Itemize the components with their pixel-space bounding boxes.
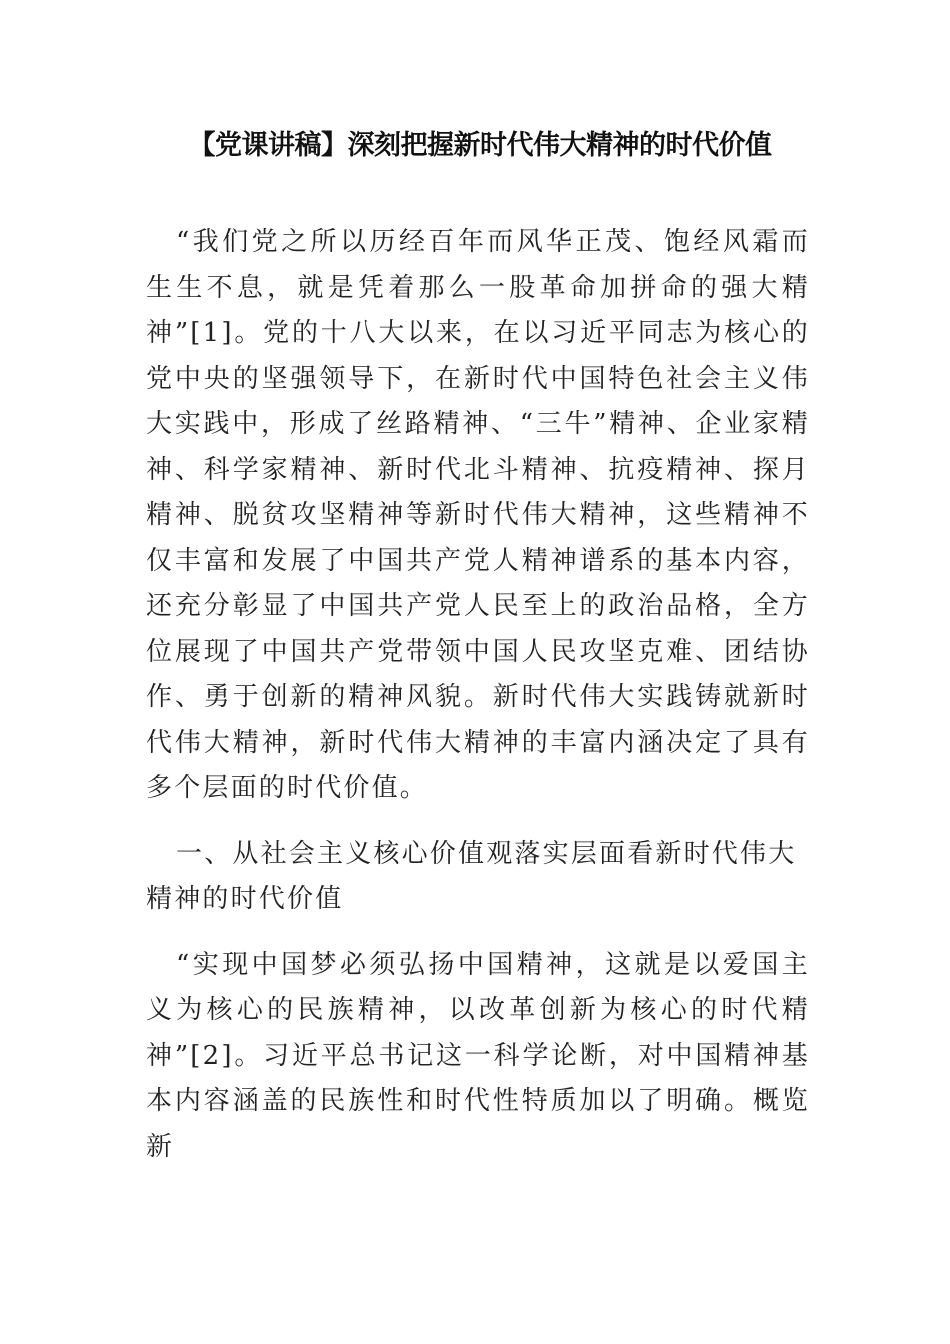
section-heading-1: 一、从社会主义核心价值观落实层面看新时代伟大精神的时代价值 bbox=[146, 838, 797, 914]
body-paragraph-1: “我们党之所以历经百年而风华正茂、饱经风霜而生生不息，就是凭着那么一股革命加拼命的强大精神”[1]。党的十八大以来，在以习近平同志为核心的党中央的坚强领导下，在新时代中国特色社会主义伟大实践中，形成了丝路精神、“三牛”精神、企业家精神、科学家精神、新时代北斗精神、抗疫精神、探月精神、脱贫攻坚精神等新时代伟大精神，这些精神不仅丰富和发展了中国共产党人精神谱系的基本内容，还充分彰显了中国共产党人民至上的政治品格，全方位展现了中国共产党带领中国人民攻坚克难、团结协作、勇于创新的精神风貌。新时代伟大实践铸就新时代伟大精神，新时代伟大精神的丰富内涵决定了具有多个层面的时代价值。 bbox=[146, 227, 810, 803]
body-paragraph-2: “实现中国梦必须弘扬中国精神，这就是以爱国主义为核心的民族精神，以改革创新为核心的时代精神”[2]。习近平总书记这一科学论断，对中国精神基本内容涵盖的民族性和时代性特质加以了明确。概览新 bbox=[146, 949, 810, 1162]
document-title: 【党课讲稿】深刻把握新时代伟大精神的时代价值 bbox=[188, 130, 772, 161]
document-body bbox=[146, 220, 810, 1170]
